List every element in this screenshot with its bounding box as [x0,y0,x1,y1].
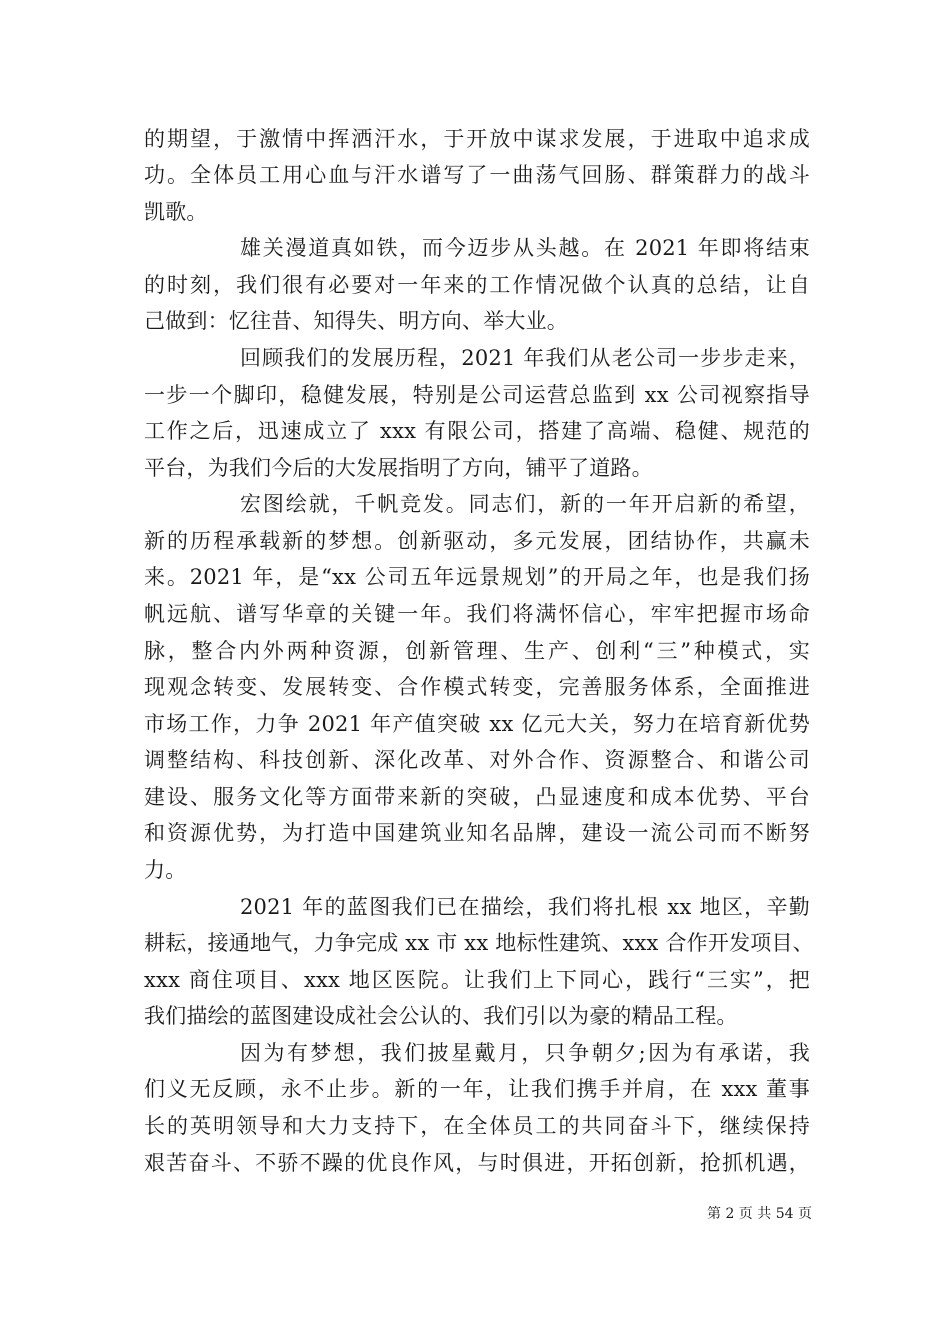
text-line: 的期望，于激情中挥洒汗水，于开放中谋求发展，于进取中追求成 [144,127,810,151]
text-line: 己做到：忆往昔、知得失、明方向、举大业。 [144,309,568,333]
text-line: 2021 年的蓝图我们已在描绘，我们将扎根 xx 地区，辛勤 [240,895,810,919]
text-line: 凯歌。 [144,200,208,224]
text-line: 和资源优势，为打造中国建筑业知名品牌，建设一流公司而不断努 [144,821,810,845]
text-line: 们义无反顾，永不止步。新的一年，让我们携手并肩，在 xxx 董事 [144,1077,810,1101]
text-line: 建设、服务文化等方面带来新的突破，凸显速度和成本优势、平台 [144,785,810,809]
text-line: 来。2021 年，是“xx 公司五年远景规划”的开局之年，也是我们扬 [144,565,810,589]
text-line: 因为有梦想，我们披星戴月，只争朝夕;因为有承诺，我 [240,1041,810,1065]
text-line: 艰苦奋斗、不骄不躁的优良作风，与时俱进，开拓创新，抢抓机遇， [144,1151,810,1175]
text-line: 工作之后，迅速成立了 xxx 有限公司，搭建了高端、稳健、规范的 [144,419,810,443]
text-line: 平台，为我们今后的大发展指明了方向，铺平了道路。 [144,456,653,480]
text-line: 脉，整合内外两种资源，创新管理、生产、创利“三”种模式，实 [144,639,810,663]
text-line: 回顾我们的发展历程，2021 年我们从老公司一步步走来， [240,346,810,370]
text-line: 新的历程承载新的梦想。创新驱动，多元发展，团结协作，共赢未 [144,529,810,553]
text-line: xxx 商住项目、xxx 地区医院。让我们上下同心，践行“三实”，把 [144,968,810,992]
text-line: 帆远航、谱写华章的关键一年。我们将满怀信心，牢牢把握市场命 [144,602,810,626]
text-line: 耕耘，接通地气，力争完成 xx 市 xx 地标性建筑、xxx 合作开发项目、 [144,931,814,955]
text-line: 功。全体员工用心血与汗水谱写了一曲荡气回肠、群策群力的战斗 [144,163,810,187]
text-line: 的时刻，我们很有必要对一年来的工作情况做个认真的总结，让自 [144,273,810,297]
text-line: 市场工作，力争 2021 年产值突破 xx 亿元大关，努力在培育新优势 [144,712,810,736]
text-line: 现观念转变、发展转变、合作模式转变，完善服务体系，全面推进 [144,675,810,699]
text-line: 雄关漫道真如铁，而今迈步从头越。在 2021 年即将结束 [240,236,810,260]
page-number-footer: 第 2 页 共 54 页 [707,1206,812,1222]
text-line: 宏图绘就，千帆竞发。同志们，新的一年开启新的希望， [240,492,810,516]
text-line: 调整结构、科技创新、深化改革、对外合作、资源整合、和谐公司 [144,748,810,772]
text-line: 长的英明领导和大力支持下，在全体员工的共同奋斗下，继续保持 [144,1114,810,1138]
text-line: 一步一个脚印，稳健发展，特别是公司运营总监到 xx 公司视察指导 [144,383,810,407]
text-line: 我们描绘的蓝图建设成社会公认的、我们引以为豪的精品工程。 [144,1004,738,1028]
text-line: 力。 [144,858,187,882]
